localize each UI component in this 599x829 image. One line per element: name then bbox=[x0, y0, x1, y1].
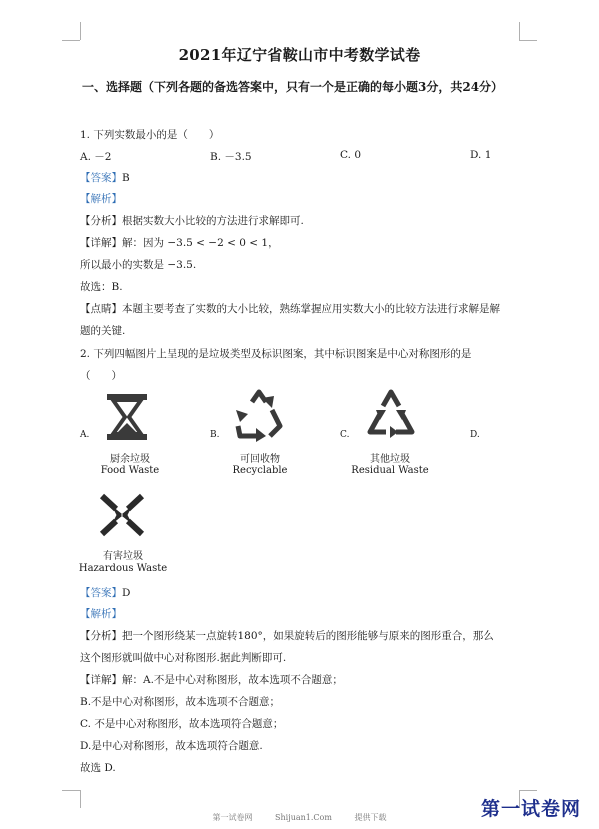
q1-answer: B bbox=[122, 172, 130, 184]
q1-fenxi-line bbox=[80, 213, 304, 228]
brand-watermark: 第一试卷网 bbox=[480, 798, 581, 820]
hourglass-icon bbox=[104, 392, 150, 442]
hazardous-icon bbox=[98, 492, 146, 538]
q1-dianjing-1: 本题主要考查了实数的大小比较，熟练掌握应用实数大小的比较方法进行求解是解 bbox=[122, 303, 500, 315]
analysis-tag: 【解析】 bbox=[80, 193, 122, 205]
q2-fenxi-1: 把一个图形绕某一点旋转180°，如果旋转后的图形能够与原来的图形重合，那么 bbox=[122, 630, 494, 642]
q2-line-c: C. 不是中心对称图形，故本选项符合题意； bbox=[80, 718, 284, 730]
q2-caption-a-en: Food Waste bbox=[100, 465, 160, 476]
xiangjie-tag: 【详解】 bbox=[80, 674, 122, 686]
footer-site-name: 第一试卷网 bbox=[212, 813, 253, 822]
q2-caption-d-cn: 有害垃圾 bbox=[103, 551, 143, 562]
q1-option-b: B. －3.5 bbox=[210, 151, 252, 163]
q2-caption-c-en: Residual Waste bbox=[351, 465, 429, 476]
q1-option-c: C. 0 bbox=[340, 149, 362, 161]
answer-tag: 【答案】 bbox=[80, 172, 122, 184]
q1-stem: 1. 下列实数最小的是（ ） bbox=[80, 129, 220, 141]
crop-mark-bottom-right bbox=[519, 790, 537, 791]
fenxi-tag: 【分析】 bbox=[80, 630, 122, 642]
crop-mark-bottom-left bbox=[62, 790, 80, 791]
q1-xiangjie: 解：因为 −3.5 < −2 < 0 < 1， bbox=[122, 237, 279, 249]
crop-mark-top-left-v bbox=[80, 22, 81, 40]
q1-line3: 故选：B. bbox=[80, 281, 123, 293]
section-heading: 一、选择题（下列各题的备选答案中，只有一个是正确的每小题3分，共24分） bbox=[82, 80, 504, 94]
fenxi-tag: 【分析】 bbox=[80, 215, 122, 227]
q2-line-b: B.不是中心对称图形，故本选项不合题意； bbox=[80, 696, 281, 708]
q2-stem: 2. 下列四幅图片上呈现的是垃圾类型及标识图案，其中标识图案是中心对称图形的是 bbox=[80, 348, 472, 360]
q2-option-a-letter: A. bbox=[80, 430, 90, 440]
q2-option-d-letter: D. bbox=[470, 430, 480, 440]
q2-xiangjie-1: 解：A.不是中心对称图形，故本选项不合题意； bbox=[122, 674, 343, 686]
q2-line-end: 故选 D. bbox=[80, 762, 116, 774]
q2-caption-d-en: Hazardous Waste bbox=[78, 563, 168, 574]
q1-fenxi: 根据实数大小比较的方法进行求解即可. bbox=[122, 215, 304, 227]
q2-paren: （ ） bbox=[80, 370, 122, 382]
q2-analysis-line bbox=[80, 606, 122, 621]
recycle-icon bbox=[232, 388, 286, 442]
q2-answer-line bbox=[80, 585, 130, 600]
q2-option-b-letter: B. bbox=[210, 430, 220, 440]
page-title: 2021年辽宁省鞍山市中考数学试卷 bbox=[178, 46, 421, 64]
residual-icon bbox=[366, 388, 416, 442]
q2-caption-b-cn: 可回收物 bbox=[240, 454, 280, 465]
q2-fenxi-2: 这个图形就叫做中心对称图形.据此判断即可. bbox=[80, 652, 287, 664]
analysis-tag: 【解析】 bbox=[80, 608, 122, 620]
crop-mark-top-left bbox=[62, 40, 80, 41]
q1-option-d: D. 1 bbox=[470, 149, 492, 161]
crop-mark-top-right bbox=[519, 40, 537, 41]
q1-answer-line bbox=[80, 170, 130, 185]
crop-mark-top-right-v bbox=[519, 22, 520, 40]
q2-option-c-letter: C. bbox=[340, 430, 350, 440]
q2-caption-c-cn: 其他垃圾 bbox=[370, 454, 410, 465]
crop-mark-bottom-left-v bbox=[80, 790, 81, 808]
q1-dianjing-line bbox=[80, 301, 500, 316]
footer-site-url: Shijuan1.Com bbox=[275, 813, 332, 822]
q2-caption-a-cn: 厨余垃圾 bbox=[110, 454, 150, 465]
xiangjie-tag: 【详解】 bbox=[80, 237, 122, 249]
q2-answer: D bbox=[122, 587, 131, 599]
q2-fenxi-line bbox=[80, 628, 494, 643]
q1-option-a: A. －2 bbox=[80, 151, 112, 163]
q2-xiangjie-line bbox=[80, 672, 343, 687]
q1-xiangjie-line bbox=[80, 235, 279, 250]
q1-analysis-line bbox=[80, 191, 122, 206]
q1-line2: 所以最小的实数是 −3.5. bbox=[80, 259, 197, 271]
q1-dianjing-2: 题的关键. bbox=[80, 325, 126, 337]
dianjing-tag: 【点睛】 bbox=[80, 303, 122, 315]
answer-tag: 【答案】 bbox=[80, 587, 122, 599]
q2-caption-b-en: Recyclable bbox=[232, 465, 288, 476]
q2-line-d: D.是中心对称图形，故本选项符合题意. bbox=[80, 740, 263, 752]
footer-download: 提供下载 bbox=[354, 813, 387, 822]
